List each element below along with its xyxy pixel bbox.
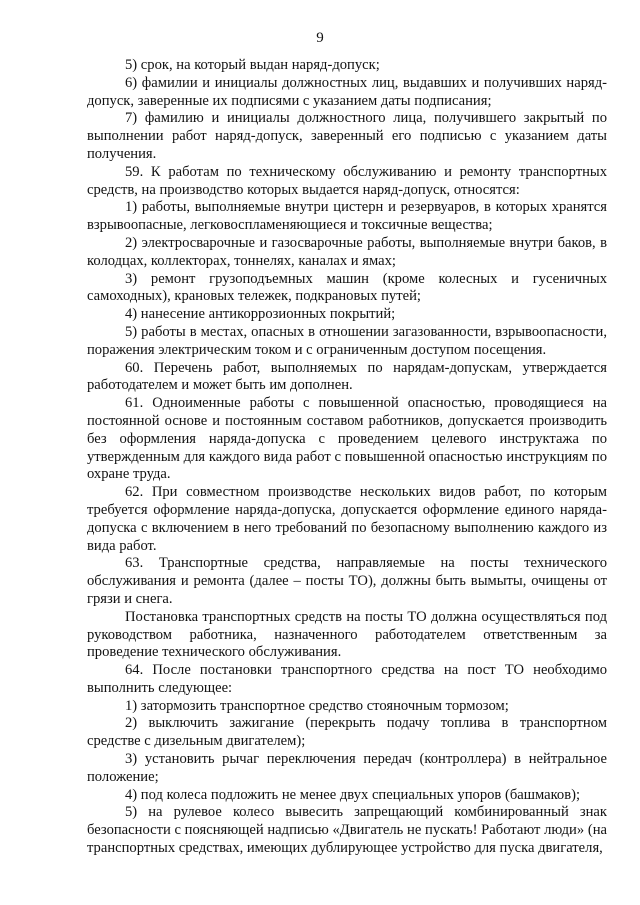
paragraph: 7) фамилию и инициалы должностного лица, получившего закрытый по выполнении работ наряд-допуск, заверенный его подписью с указанием даты получения. <box>87 110 607 162</box>
paragraph: 6) фамилии и инициалы должностных лиц, выдавших и получивших наряд-допуск, заверенные их подписями с указанием даты подписания; <box>87 74 607 109</box>
paragraph: 1) работы, выполняемые внутри цистерн и резервуаров, в которых хранятся взрывоопасные, легковоспламеняющиеся и токсичные вещества; <box>87 199 607 234</box>
paragraph: 2) выключить зажигание (перекрыть подачу топлива в транспортном средстве с дизельным двигателем); <box>87 715 607 750</box>
paragraph: 5) на рулевое колесо вывесить запрещающий комбинированный знак безопасности с поясняющей надписью «Двигатель не пускать! Работают люди» (на транспортных средствах, имеющих дублирующее устройство для пуска двигателя, <box>87 804 607 857</box>
paragraph: 2) электросварочные и газосварочные работы, выполняемые внутри баков, в колодцах, коллекторах, тоннелях, каналах и ямах; <box>87 234 607 269</box>
paragraph: 61. Одноименные работы с повышенной опасностью, проводящиеся на постоянной основе и постоянным составом работников, допускается производить без оформления наряда-допуска с проведением целевого инструктажа по утвержденным для каждого вида работ с повышенной опасностью инструкциям по охране труда. <box>87 395 607 483</box>
paragraph: 64. После постановки транспортного средства на пост ТО необходимо выполнить следующее: <box>87 662 607 696</box>
paragraph: 62. При совместном производстве нескольких видов работ, по которым требуется оформление наряда-допуска, допускается оформление единого наряда-допуска с включением в него требований по безопасному выполнению каждого из вида работ. <box>87 484 607 554</box>
paragraph: 1) затормозить транспортное средство стояночным тормозом; <box>125 697 509 714</box>
paragraph: 3) установить рычаг переключения передач (контроллера) в нейтральное положение; <box>87 751 607 785</box>
paragraph: 4) нанесение антикоррозионных покрытий; <box>125 306 396 323</box>
paragraph: 63. Транспортные средства, направляемые на посты технического обслуживания и ремонта (далее – посты ТО), должны быть вымыты, очищены от грязи и снега. <box>87 555 607 607</box>
paragraph: 5) работы в местах, опасных в отношении загазованности, взрывоопасности, поражения электрическим током и с ограниченным доступом посещения. <box>87 323 607 358</box>
paragraph: Постановка транспортных средств на посты ТО должна осуществляться под руководством работника, назначенного работодателем ответственным за проведение технического обслуживания. <box>87 608 607 661</box>
paragraph: 60. Перечень работ, выполняемых по нарядам-допускам, утверждается работодателем и может быть им дополнен. <box>87 359 607 394</box>
paragraph: 3) ремонт грузоподъемных машин (кроме колесных и гусеничных самоходных), крановых тележек, подкрановых путей; <box>87 270 607 305</box>
document-body <box>87 57 607 858</box>
page-number: 9 <box>316 30 324 46</box>
paragraph: 59. К работам по техническому обслуживанию и ремонту транспортных средств, на производство которых выдается наряд-допуск, относятся: <box>87 163 607 198</box>
paragraph: 5) срок, на который выдан наряд-допуск; <box>125 57 380 73</box>
paragraph: 4) под колеса подложить не менее двух специальных упоров (башмаков); <box>125 786 581 803</box>
